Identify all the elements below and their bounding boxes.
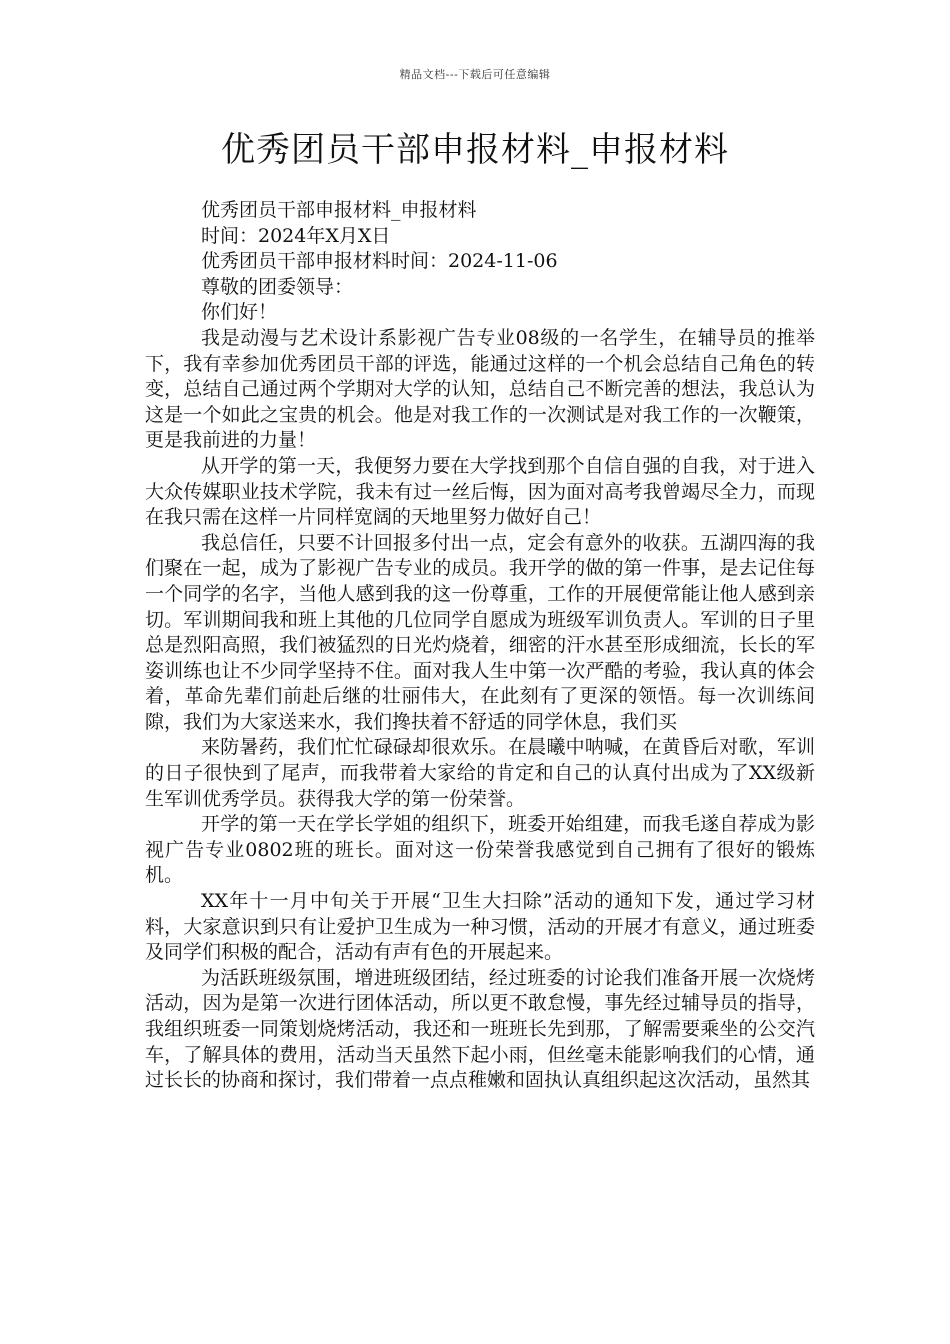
paragraph-first-day: 从开学的第一天，我便努力要在大学找到那个自信自强的自我，对于进入大众传媒职业技术学院，我未有过一丝后悔，因为面对高考我曾竭尽全力，而现在我只需在这样一片同样宽阔的天地里努力做好自己！ [145,454,815,529]
salutation-line: 尊敬的团委领导： [201,275,354,298]
document-title: 优秀团员干部申报材料_申报材料 [221,130,729,170]
paragraph-military-training: 我总信任，只要不计回报多付出一点，定会有意外的收获。五湖四海的我们聚在一起，成为了影视广告专业的成员。我开学的做的第一件事，是去记住每一个同学的名字，当他人感到我的这一份尊重，工作的开展便常能让他人感到亲切。军训期间我和班上其他的几位同学自愿成为班级军训负责人。军训的日子里总是烈阳高照，我们被猛烈的日光灼烧着，细密的汗水甚至形成细流，长长的军姿训练也让不少同学坚持不住。面对我人生中第一次严酷的考验，我认真的体会着，革命先辈们前赴后继的壮丽伟大，在此刻有了更深的领悟。每一次训练间隙，我们为大家送来水，我们搀扶着不舒适的同学休息，我们买 [145,531,815,733]
paragraph-training-honor: 来防暑药，我们忙忙碌碌却很欢乐。在晨曦中呐喊，在黄昏后对歌，军训的日子很快到了尾声，而我带着大家给的肯定和自己的认真付出成为了XX级新生军训优秀学员。获得我大学的第一份荣誉。 [145,736,815,810]
greeting-line: 你们好！ [201,301,278,324]
material-date-line: 优秀团员干部申报材料时间：2024-11-06 [201,250,558,273]
document-body [145,198,815,1094]
paragraph-intro: 我是动漫与艺术设计系影视广告专业08级的一名学生，在辅导员的推举下，我有幸参加优秀团员干部的评选，能通过这样的一个机会总结自己角色的转变，总结自己通过两个学期对大学的认知，总结自己不断完善的想法，我总认为这是一个如此之宝贵的机会。他是对我工作的一次测试是对我工作的一次鞭策，更是我前进的力量！ [145,326,815,452]
subtitle-line: 优秀团员干部申报材料_申报材料 [201,199,477,221]
paragraph-cleanup-activity: XX年十一月中旬关于开展“卫生大扫除”活动的通知下发，通过学习材料，大家意识到只有让爱护卫生成为一种习惯，活动的开展才有意义，通过班委及同学们积极的配合，活动有声有色的开展起来。 [145,890,815,964]
paragraph-barbecue-activity: 为活跃班级氛围，增进班级团结，经过班委的讨论我们准备开展一次烧烤活动，因为是第一次进行团体活动，所以更不敢怠慢，事先经过辅导员的指导，我组织班委一同策划烧烤活动，我还和一班班长先到那，了解需要乘坐的公交汽车，了解具体的费用，活动当天虽然下起小雨，但丝毫未能影响我们的心情，通过长长的协商和探讨，我们带着一点点稚嫩和固执认真组织起这次活动，虽然其 [145,966,815,1092]
paragraph-class-monitor: 开学的第一天在学长学姐的组织下，班委开始组建，而我毛遂自荐成为影视广告专业0802班的班长。面对这一份荣誉我感觉到自己拥有了很好的锻炼机。 [145,813,815,887]
date-line: 时间：2024年X月X日 [201,224,391,247]
header-note: 精品文档---下载后可任意编辑 [399,68,551,81]
